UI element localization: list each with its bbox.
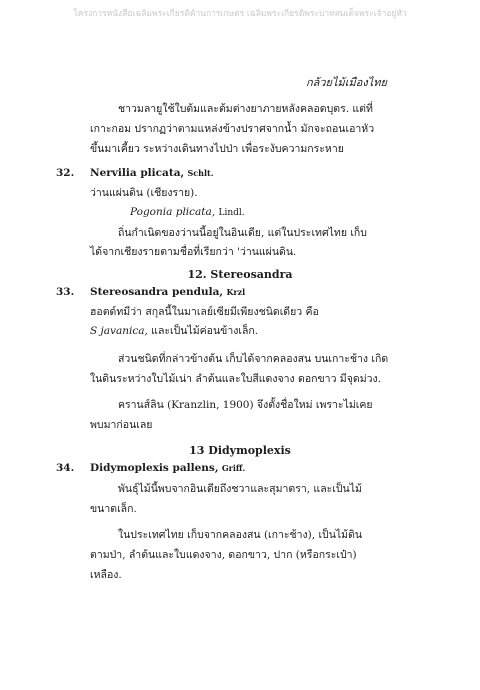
entry-33-para1-line-1: ส่วนชนิดที่กล่าวข้างต้น เก็บได้จากคลองสน บนเกาะช้าง เกิด bbox=[118, 353, 389, 365]
entry-32-synonym-author: Lindl. bbox=[218, 208, 245, 218]
entry-33-line-2-text: และเป็นไม้ค่อนข้างเล็ก. bbox=[147, 325, 259, 337]
entry-33-para2-line-2: พบมาก่อนเลย bbox=[90, 419, 153, 431]
intro-line-2: เกาะกอม ปรากฏว่าตามแหล่งข้างปราศจากน้ำ มักจะถอนเอาหัว bbox=[90, 123, 375, 135]
entry-34-para2-line-3: เหลือง. bbox=[90, 569, 122, 581]
entry-33-line-2 bbox=[90, 322, 258, 339]
entry-34-heading bbox=[90, 462, 245, 474]
entry-33-para2-line-1: ครานส์ลิน (Kranzlin, 1900) จึงตั้งชื่อใหม่ เพราะไม่เคย bbox=[118, 399, 373, 411]
entry-34-name: Didymoplexis pallens, bbox=[90, 462, 219, 474]
entry-33-species: S javanica, bbox=[90, 325, 148, 337]
entry-34-para2-line-1: ในประเทศไทย เก็บจากคลองสน (เกาะช้าง), เป็นไม้ดิน bbox=[118, 529, 363, 541]
running-head: กล้วยไม้เมืองไทย bbox=[305, 76, 387, 89]
entry-33-name: Stereosandra pendula, bbox=[90, 286, 224, 298]
intro-line-3: ขึ้นมาเคี้ยว ระหว่างเดินทางไปป่า เพื่อระงับความกระหาย bbox=[90, 143, 344, 155]
section-13-title: 13 Didymoplexis bbox=[189, 444, 291, 457]
entry-32-para-line-1: ถิ่นกำเนิดของว่านนี้อยู่ในอินเดีย, แต่ในประเทศไทย เก็บ bbox=[118, 227, 367, 239]
entry-34-para1-line-2: ขนาดเล็ก. bbox=[90, 503, 137, 515]
entry-32-para-line-2: ได้จากเชียงรายตามชื่อที่เรียกว่า 'ว่านแผ่นดิน. bbox=[90, 246, 297, 258]
entry-33-line-1: ฮอตด์ทมีว่า สกุลนี้ในมาเลย์เซียมีเพียงชนิดเดียว คือ bbox=[90, 306, 319, 318]
watermark: โครงการหนังสือเฉลิมพระเกียรติด้านการเกษตร เฉลิมพระเกียรติพระบาทสมเด็จพระเจ้าอยู่หัว bbox=[73, 9, 407, 19]
entry-32-synonym bbox=[130, 206, 245, 218]
entry-34-para2-line-2: ตามป่า, ลำต้นและใบแดงจาง, ดอกขาว, ปาก (หรือกระเป๋า) bbox=[90, 549, 357, 561]
entry-33-author: Krzl bbox=[226, 287, 246, 297]
entry-32-heading bbox=[90, 167, 214, 179]
entry-33-para1-line-2: ในดินระหว่างใบไม้เน่า ลำต้นและใบสีแดงจาง ดอกขาว มีจุดม่วง. bbox=[90, 373, 381, 385]
intro-line-1: ชาวมลายูใช้ใบต้มและต้มต่างยาภายหลังคลอดบุตร. แต่ที่ bbox=[118, 103, 373, 115]
entry-32-synonym-name: Pogonia plicata, bbox=[130, 206, 216, 218]
entry-33-heading bbox=[90, 286, 245, 298]
entry-33-number: 33. bbox=[56, 286, 75, 298]
entry-34-number: 34. bbox=[56, 462, 75, 474]
entry-34-para1-line-1: พันธุ์ไม้นี้พบจากอินเดียถึงชวาและสุมาตรา, และเป็นไม้ bbox=[118, 483, 362, 495]
entry-32-name: Nervilia plicata, bbox=[90, 167, 185, 179]
entry-32-number: 32. bbox=[56, 167, 75, 179]
entry-34-author: Griff. bbox=[221, 463, 246, 473]
section-12-title: 12. Stereosandra bbox=[187, 268, 293, 281]
entry-32-common-name: ว่านแผ่นดิน (เชียงราย). bbox=[90, 187, 198, 199]
entry-32-author: Schlt. bbox=[187, 168, 214, 178]
